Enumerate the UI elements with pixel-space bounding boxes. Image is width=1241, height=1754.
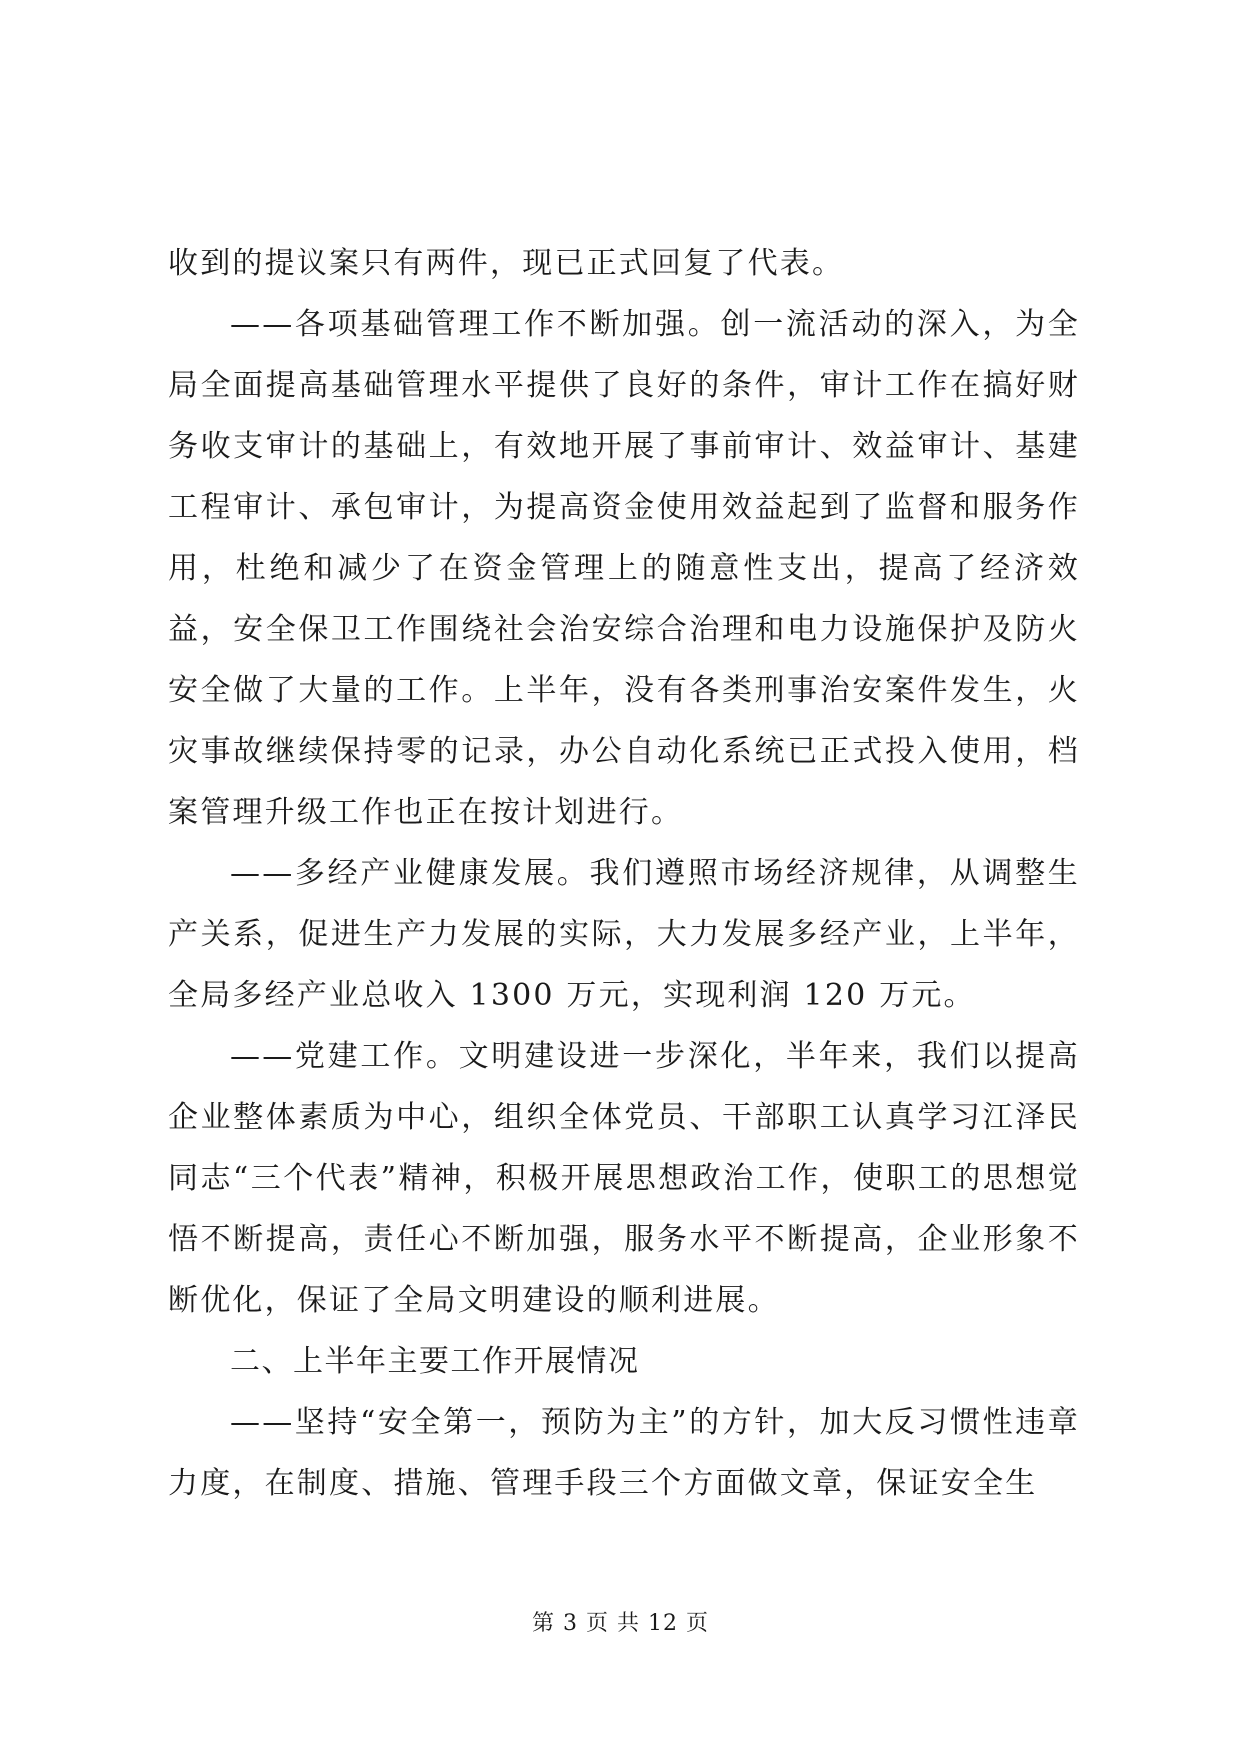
body-text	[168, 233, 1080, 1514]
paragraph-continuation: 收到的提议案只有两件，现已正式回复了代表。	[168, 246, 845, 281]
paragraph-party-building: ——党建工作。文明建设进一步深化，半年来，我们以提高企业整体素质为中心，组织全体党员、干部职工认真学习江泽民同志“三个代表”精神，积极开展思想政治工作，使职工的思想觉悟不断提高，责任心不断加强，服务水平不断提高，企业形象不断优化，保证了全局文明建设的顺利进展。	[168, 1039, 1080, 1318]
page-footer: 第 3 页 共 12 页	[532, 1611, 709, 1636]
paragraph-safety-policy: ——坚持“安全第一，预防为主”的方针，加大反习惯性违章力度，在制度、措施、管理手段三个方面做文章，保证安全生	[168, 1405, 1080, 1501]
paragraph-diversified-industry: ——多经产业健康发展。我们遵照市场经济规律，从调整生产关系，促进生产力发展的实际，大力发展多经产业，上半年，全局多经产业总收入 1300 万元，实现利润 120 万元。	[168, 856, 1080, 1013]
paragraph-basic-management: ——各项基础管理工作不断加强。创一流活动的深入，为全局全面提高基础管理水平提供了良好的条件，审计工作在搞好财务收支审计的基础上，有效地开展了事前审计、效益审计、基建工程审计、承包审计，为提高资金使用效益起到了监督和服务作用，杜绝和减少了在资金管理上的随意性支出，提高了经济效益，安全保卫工作围绕社会治安综合治理和电力设施保护及防火安全做了大量的工作。上半年，没有各类刑事治安案件发生，火灾事故继续保持零的记录，办公自动化系统已正式投入使用，档案管理升级工作也正在按计划进行。	[168, 307, 1080, 830]
section-heading: 二、上半年主要工作开展情况	[230, 1344, 640, 1379]
